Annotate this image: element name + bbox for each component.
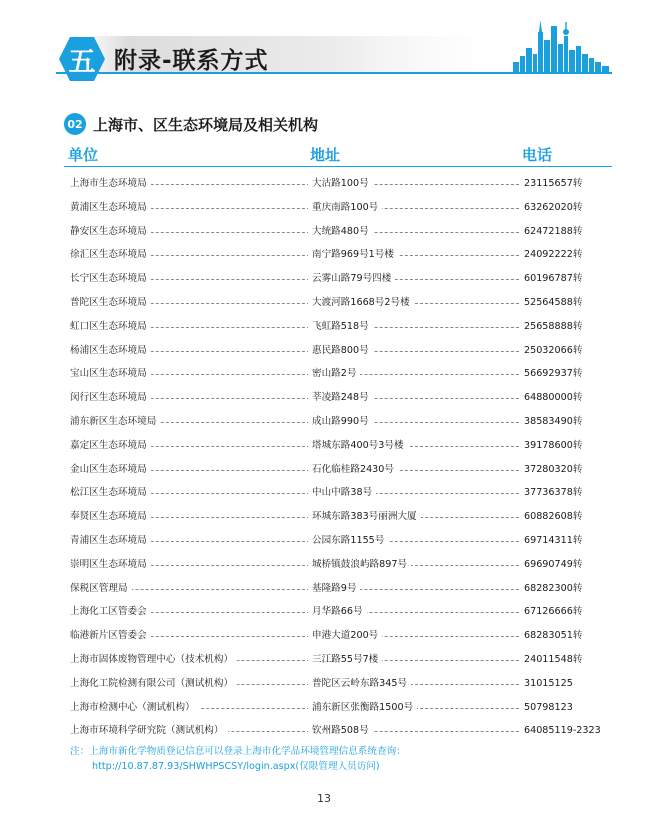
chapter-number: 五 bbox=[68, 46, 96, 78]
unit-address: 重庆南路100号 bbox=[308, 196, 382, 220]
unit-name: 上海市检测中心（测试机构） bbox=[70, 696, 199, 720]
table-header bbox=[64, 142, 612, 168]
unit-phone: 25658888转 bbox=[520, 315, 582, 339]
table-row bbox=[64, 339, 612, 363]
unit-name: 虹口区生态环境局 bbox=[70, 315, 151, 339]
unit-phone: 63262020转 bbox=[520, 196, 582, 220]
unit-address: 云雾山路79号四楼 bbox=[308, 267, 395, 291]
column-header-phone: 电话 bbox=[522, 146, 553, 164]
unit-phone: 24011548转 bbox=[520, 648, 582, 672]
unit-name: 奉贤区生态环境局 bbox=[70, 505, 151, 529]
city-skyline-icon bbox=[513, 18, 609, 74]
unit-name: 上海化工院检测有限公司（测试机构） bbox=[70, 672, 237, 696]
section-number-badge: 02 bbox=[64, 113, 86, 135]
unit-name: 崇明区生态环境局 bbox=[70, 553, 151, 577]
column-header-unit: 单位 bbox=[68, 146, 99, 164]
table-row bbox=[64, 719, 612, 743]
unit-name: 静安区生态环境局 bbox=[70, 220, 151, 244]
table-row bbox=[64, 481, 612, 505]
table-row bbox=[64, 291, 612, 315]
unit-address: 浦东新区张衡路1500号 bbox=[308, 696, 417, 720]
table-row bbox=[64, 458, 612, 482]
unit-phone: 56692937转 bbox=[520, 362, 582, 386]
unit-address: 成山路990号 bbox=[308, 410, 373, 434]
unit-name: 徐汇区生态环境局 bbox=[70, 243, 151, 267]
unit-address: 普陀区云岭东路345号 bbox=[308, 672, 411, 696]
header-divider bbox=[64, 166, 612, 167]
section-title: 上海市、区生态环境局及相关机构 bbox=[93, 115, 319, 134]
unit-name: 保税区管理局 bbox=[70, 577, 132, 601]
table-row bbox=[64, 410, 612, 434]
contact-table bbox=[64, 172, 612, 743]
unit-address: 钦州路508号 bbox=[308, 719, 373, 743]
unit-name: 临港新片区管委会 bbox=[70, 624, 151, 648]
unit-address: 南宁路969号1号楼 bbox=[308, 243, 398, 267]
unit-name: 上海市环境科学研究院（测试机构） bbox=[70, 719, 228, 743]
unit-name: 黄浦区生态环境局 bbox=[70, 196, 151, 220]
unit-address: 飞虹路518号 bbox=[308, 315, 373, 339]
unit-phone: 24092222转 bbox=[520, 243, 582, 267]
table-row bbox=[64, 529, 612, 553]
unit-address: 基隆路9号 bbox=[308, 577, 360, 601]
chapter-title: 附录-联系方式 bbox=[114, 48, 269, 74]
unit-name: 金山区生态环境局 bbox=[70, 458, 151, 482]
unit-phone: 37736378转 bbox=[520, 481, 582, 505]
unit-phone: 64880000转 bbox=[520, 386, 582, 410]
unit-name: 青浦区生态环境局 bbox=[70, 529, 151, 553]
table-row bbox=[64, 624, 612, 648]
unit-name: 普陀区生态环境局 bbox=[70, 291, 151, 315]
table-row bbox=[64, 315, 612, 339]
unit-name: 上海市固体废物管理中心（技术机构） bbox=[70, 648, 237, 672]
footnote bbox=[70, 744, 610, 774]
unit-name: 宝山区生态环境局 bbox=[70, 362, 151, 386]
table-row bbox=[64, 577, 612, 601]
unit-phone: 31015125 bbox=[520, 672, 573, 696]
table-row bbox=[64, 172, 612, 196]
page-header bbox=[0, 0, 648, 100]
unit-address: 莘凌路248号 bbox=[308, 386, 373, 410]
unit-phone: 69714311转 bbox=[520, 529, 582, 553]
unit-name: 浦东新区生态环境局 bbox=[70, 410, 160, 434]
unit-address: 中山中路38号 bbox=[308, 481, 376, 505]
unit-phone: 37280320转 bbox=[520, 458, 582, 482]
table-row bbox=[64, 220, 612, 244]
unit-name: 上海化工区管委会 bbox=[70, 600, 151, 624]
table-row bbox=[64, 267, 612, 291]
unit-address: 申港大道200号 bbox=[308, 624, 382, 648]
unit-address: 塔城东路400号3号楼 bbox=[308, 434, 408, 458]
unit-address: 惠民路800号 bbox=[308, 339, 373, 363]
unit-name: 上海市生态环境局 bbox=[70, 172, 151, 196]
unit-phone: 52564588转 bbox=[520, 291, 582, 315]
unit-address: 环城东路383号丽洲大厦 bbox=[308, 505, 421, 529]
unit-phone: 62472188转 bbox=[520, 220, 582, 244]
unit-phone: 67126666转 bbox=[520, 600, 582, 624]
unit-name: 杨浦区生态环境局 bbox=[70, 339, 151, 363]
unit-name: 闵行区生态环境局 bbox=[70, 386, 151, 410]
table-row bbox=[64, 553, 612, 577]
unit-phone: 64085119-2323 bbox=[520, 719, 601, 743]
unit-address: 大沽路100号 bbox=[308, 172, 373, 196]
section-heading bbox=[64, 112, 318, 136]
table-row bbox=[64, 243, 612, 267]
table-row bbox=[64, 196, 612, 220]
unit-phone: 38583490转 bbox=[520, 410, 582, 434]
unit-phone: 69690749转 bbox=[520, 553, 582, 577]
table-row bbox=[64, 362, 612, 386]
unit-address: 大渡河路1668号2号楼 bbox=[308, 291, 414, 315]
chapter-number-badge bbox=[58, 36, 106, 82]
unit-name: 嘉定区生态环境局 bbox=[70, 434, 151, 458]
footnote-line-1: 注：上海市新化学物质登记信息可以登录上海市化学品环境管理信息系统查询： bbox=[70, 746, 406, 757]
unit-address: 石化临桂路2430号 bbox=[308, 458, 398, 482]
unit-phone: 60196787转 bbox=[520, 267, 582, 291]
table-row bbox=[64, 600, 612, 624]
table-row bbox=[64, 505, 612, 529]
page-number: 13 bbox=[317, 792, 331, 805]
unit-address: 密山路2号 bbox=[308, 362, 360, 386]
table-row bbox=[64, 672, 612, 696]
unit-address: 城桥镇鼓浪屿路897号 bbox=[308, 553, 411, 577]
unit-phone: 68283051转 bbox=[520, 624, 582, 648]
unit-phone: 68282300转 bbox=[520, 577, 582, 601]
unit-phone: 25032066转 bbox=[520, 339, 582, 363]
table-row bbox=[64, 648, 612, 672]
unit-address: 公园东路1155号 bbox=[308, 529, 388, 553]
table-row bbox=[64, 696, 612, 720]
unit-phone: 50798123 bbox=[520, 696, 573, 720]
unit-address: 月华路66号 bbox=[308, 600, 367, 624]
unit-name: 松江区生态环境局 bbox=[70, 481, 151, 505]
unit-phone: 23115657转 bbox=[520, 172, 582, 196]
unit-address: 大统路480号 bbox=[308, 220, 373, 244]
unit-address: 三江路55号7楼 bbox=[308, 648, 382, 672]
table-row bbox=[64, 386, 612, 410]
unit-name: 长宁区生态环境局 bbox=[70, 267, 151, 291]
footnote-line-2: http://10.87.87.93/SHWHPSCSY/login.aspx(仅限管理人员访问) bbox=[92, 761, 380, 772]
column-header-address: 地址 bbox=[310, 146, 341, 164]
table-row bbox=[64, 434, 612, 458]
unit-phone: 60882608转 bbox=[520, 505, 582, 529]
unit-phone: 39178600转 bbox=[520, 434, 582, 458]
